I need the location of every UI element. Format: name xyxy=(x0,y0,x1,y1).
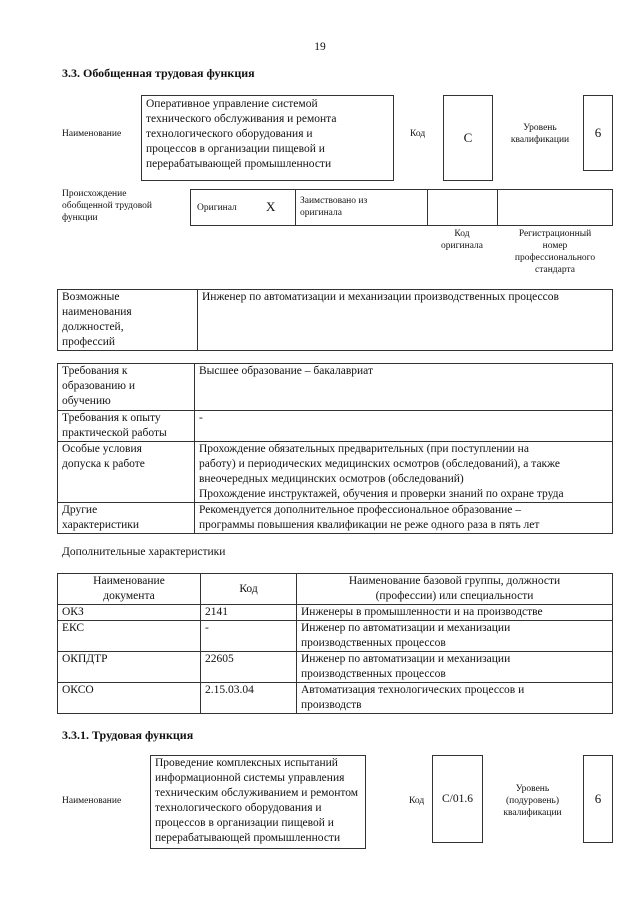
orig-code-caption xyxy=(427,228,497,252)
gtf-heading: 3.3. Обобщенная трудовая функция xyxy=(62,66,255,80)
tf-level-label xyxy=(495,783,570,819)
col-header xyxy=(58,574,201,605)
tf-name-box xyxy=(150,755,366,849)
line: Особые условия xyxy=(62,443,142,455)
line: Возможные xyxy=(62,291,120,303)
cell xyxy=(297,605,613,621)
line: программы повышения квалификации не реже одного раза в пять лет xyxy=(199,519,540,531)
table-row xyxy=(58,621,613,652)
cell: 2.15.03.04 xyxy=(201,683,297,714)
line: Код xyxy=(454,229,470,239)
line: квалификации xyxy=(510,135,570,145)
line: профессий xyxy=(62,336,116,348)
line: Регистрационный xyxy=(518,229,592,239)
line: Прохождение обязательных предварительных (при поступлении на xyxy=(199,443,529,455)
tf-code-label: Код xyxy=(409,796,425,806)
line: практической работы xyxy=(62,427,167,439)
table-row xyxy=(58,411,613,442)
line: Наименование xyxy=(93,575,165,587)
cell: ОКСО xyxy=(58,683,201,714)
line: перерабатывающей промышленности xyxy=(146,158,332,170)
line: техническим обслуживанием и ремонтом xyxy=(155,787,359,799)
req-label xyxy=(58,364,195,411)
original-label: Оригинал xyxy=(197,203,237,213)
table-row xyxy=(58,442,613,503)
line: Проведение комплексных испытаний xyxy=(155,757,338,769)
divider xyxy=(427,190,428,225)
col-header: Код xyxy=(201,574,297,605)
divider xyxy=(497,190,498,225)
line: Рекомендуется дополнительное профессиональное образование – xyxy=(199,504,522,516)
line: оригинала xyxy=(441,241,483,251)
gtf-code-label: Код xyxy=(410,129,426,139)
additional-table xyxy=(57,573,613,714)
line: Инженер по автоматизации и механизации xyxy=(301,653,511,665)
req-value xyxy=(195,364,613,411)
cell: ОКПДТР xyxy=(58,652,201,683)
line: документа xyxy=(103,590,155,602)
line: работу) и периодических медицинских осмотров (обследований), а также xyxy=(199,458,561,470)
line: процессов в организации пищевой и xyxy=(146,143,325,155)
line: внеочередных медицинских осмотров (обследований) xyxy=(199,473,464,485)
col-header xyxy=(297,574,613,605)
line: технологического оборудования и xyxy=(155,802,322,814)
line: Требования к опыту xyxy=(62,412,161,424)
requirements-table xyxy=(57,363,613,534)
table-row xyxy=(58,683,613,714)
line: (профессии) или специальности xyxy=(375,590,534,602)
line: перерабатывающей промышленности xyxy=(155,832,341,844)
line: информационной системы управления xyxy=(155,772,345,784)
line: профессионального xyxy=(514,253,596,263)
line: обобщенной трудовой xyxy=(62,201,152,211)
line: Высшее образование – бакалавриат xyxy=(199,365,373,377)
line: Оперативное управление системой xyxy=(146,98,318,110)
req-value xyxy=(195,442,613,503)
line: должностей, xyxy=(62,321,124,333)
table-row xyxy=(58,364,613,411)
line: производственных процессов xyxy=(301,668,446,680)
cell: 22605 xyxy=(201,652,297,683)
line: обучению xyxy=(62,395,111,407)
gtf-code: C xyxy=(443,95,493,181)
cell: - xyxy=(201,621,297,652)
cell xyxy=(297,683,613,714)
line: стандарта xyxy=(535,265,575,275)
line: функции xyxy=(62,213,98,223)
line: Заимствовано из xyxy=(300,196,368,206)
req-value xyxy=(195,411,613,442)
cell: ОКЗ xyxy=(58,605,201,621)
line: Наименование базовой группы, должности xyxy=(348,575,561,587)
origin-table xyxy=(190,189,613,226)
cell xyxy=(297,652,613,683)
line: технологического оборудования и xyxy=(146,128,313,140)
line: характеристики xyxy=(62,519,140,531)
line: Прохождение инструктажей, обучения и проверки знаний по охране труда xyxy=(199,488,564,500)
page-number: 19 xyxy=(314,41,326,53)
cell: 2141 xyxy=(201,605,297,621)
line: квалификации xyxy=(503,808,562,818)
line: производственных процессов xyxy=(301,637,446,649)
table-row xyxy=(58,605,613,621)
origin-label xyxy=(62,188,152,224)
positions-table xyxy=(57,289,613,351)
line: Автоматизация технологических процессов и xyxy=(301,684,525,696)
line: производств xyxy=(301,699,362,711)
gtf-name-label: Наименование xyxy=(62,129,122,139)
reg-caption xyxy=(497,228,613,276)
additional-title: Дополнительные характеристики xyxy=(62,546,226,558)
line: Требования к xyxy=(62,365,128,377)
line: - xyxy=(199,412,203,424)
tf-level: 6 xyxy=(583,755,613,843)
line: Происхождение xyxy=(62,189,127,199)
req-value xyxy=(195,503,613,534)
positions-value: Инженер по автоматизации и механизации производственных процессов xyxy=(198,290,613,351)
tf-name-label: Наименование xyxy=(62,796,122,806)
line: образованию и xyxy=(62,380,135,392)
positions-label xyxy=(58,290,198,351)
original-mark: X xyxy=(266,199,276,214)
req-label xyxy=(58,442,195,503)
borrowed-label xyxy=(300,195,367,219)
line: Уровень xyxy=(523,123,557,133)
line: оригинала xyxy=(300,208,342,218)
line: номер xyxy=(542,241,568,251)
line: (подуровень) xyxy=(505,796,560,806)
divider xyxy=(295,190,296,225)
req-label xyxy=(58,411,195,442)
table-row xyxy=(58,652,613,683)
table-row xyxy=(58,503,613,534)
cell: ЕКС xyxy=(58,621,201,652)
line: Инженер по автоматизации и механизации xyxy=(301,622,511,634)
tf-code: С/01.6 xyxy=(432,755,483,843)
gtf-level-label xyxy=(500,122,580,146)
line: процессов в организации пищевой и xyxy=(155,817,334,829)
line: Уровень xyxy=(515,784,550,794)
line: наименования xyxy=(62,306,132,318)
gtf-level: 6 xyxy=(583,95,613,171)
req-label xyxy=(58,503,195,534)
tf-heading: 3.3.1. Трудовая функция xyxy=(62,728,194,742)
cell xyxy=(297,621,613,652)
line: допуска к работе xyxy=(62,458,145,470)
line: Инженеры в промышленности и на производстве xyxy=(301,606,543,618)
header-row xyxy=(58,574,613,605)
line: технического обслуживания и ремонта xyxy=(146,113,337,125)
line: Другие xyxy=(62,504,98,516)
gtf-name-box xyxy=(141,95,394,181)
